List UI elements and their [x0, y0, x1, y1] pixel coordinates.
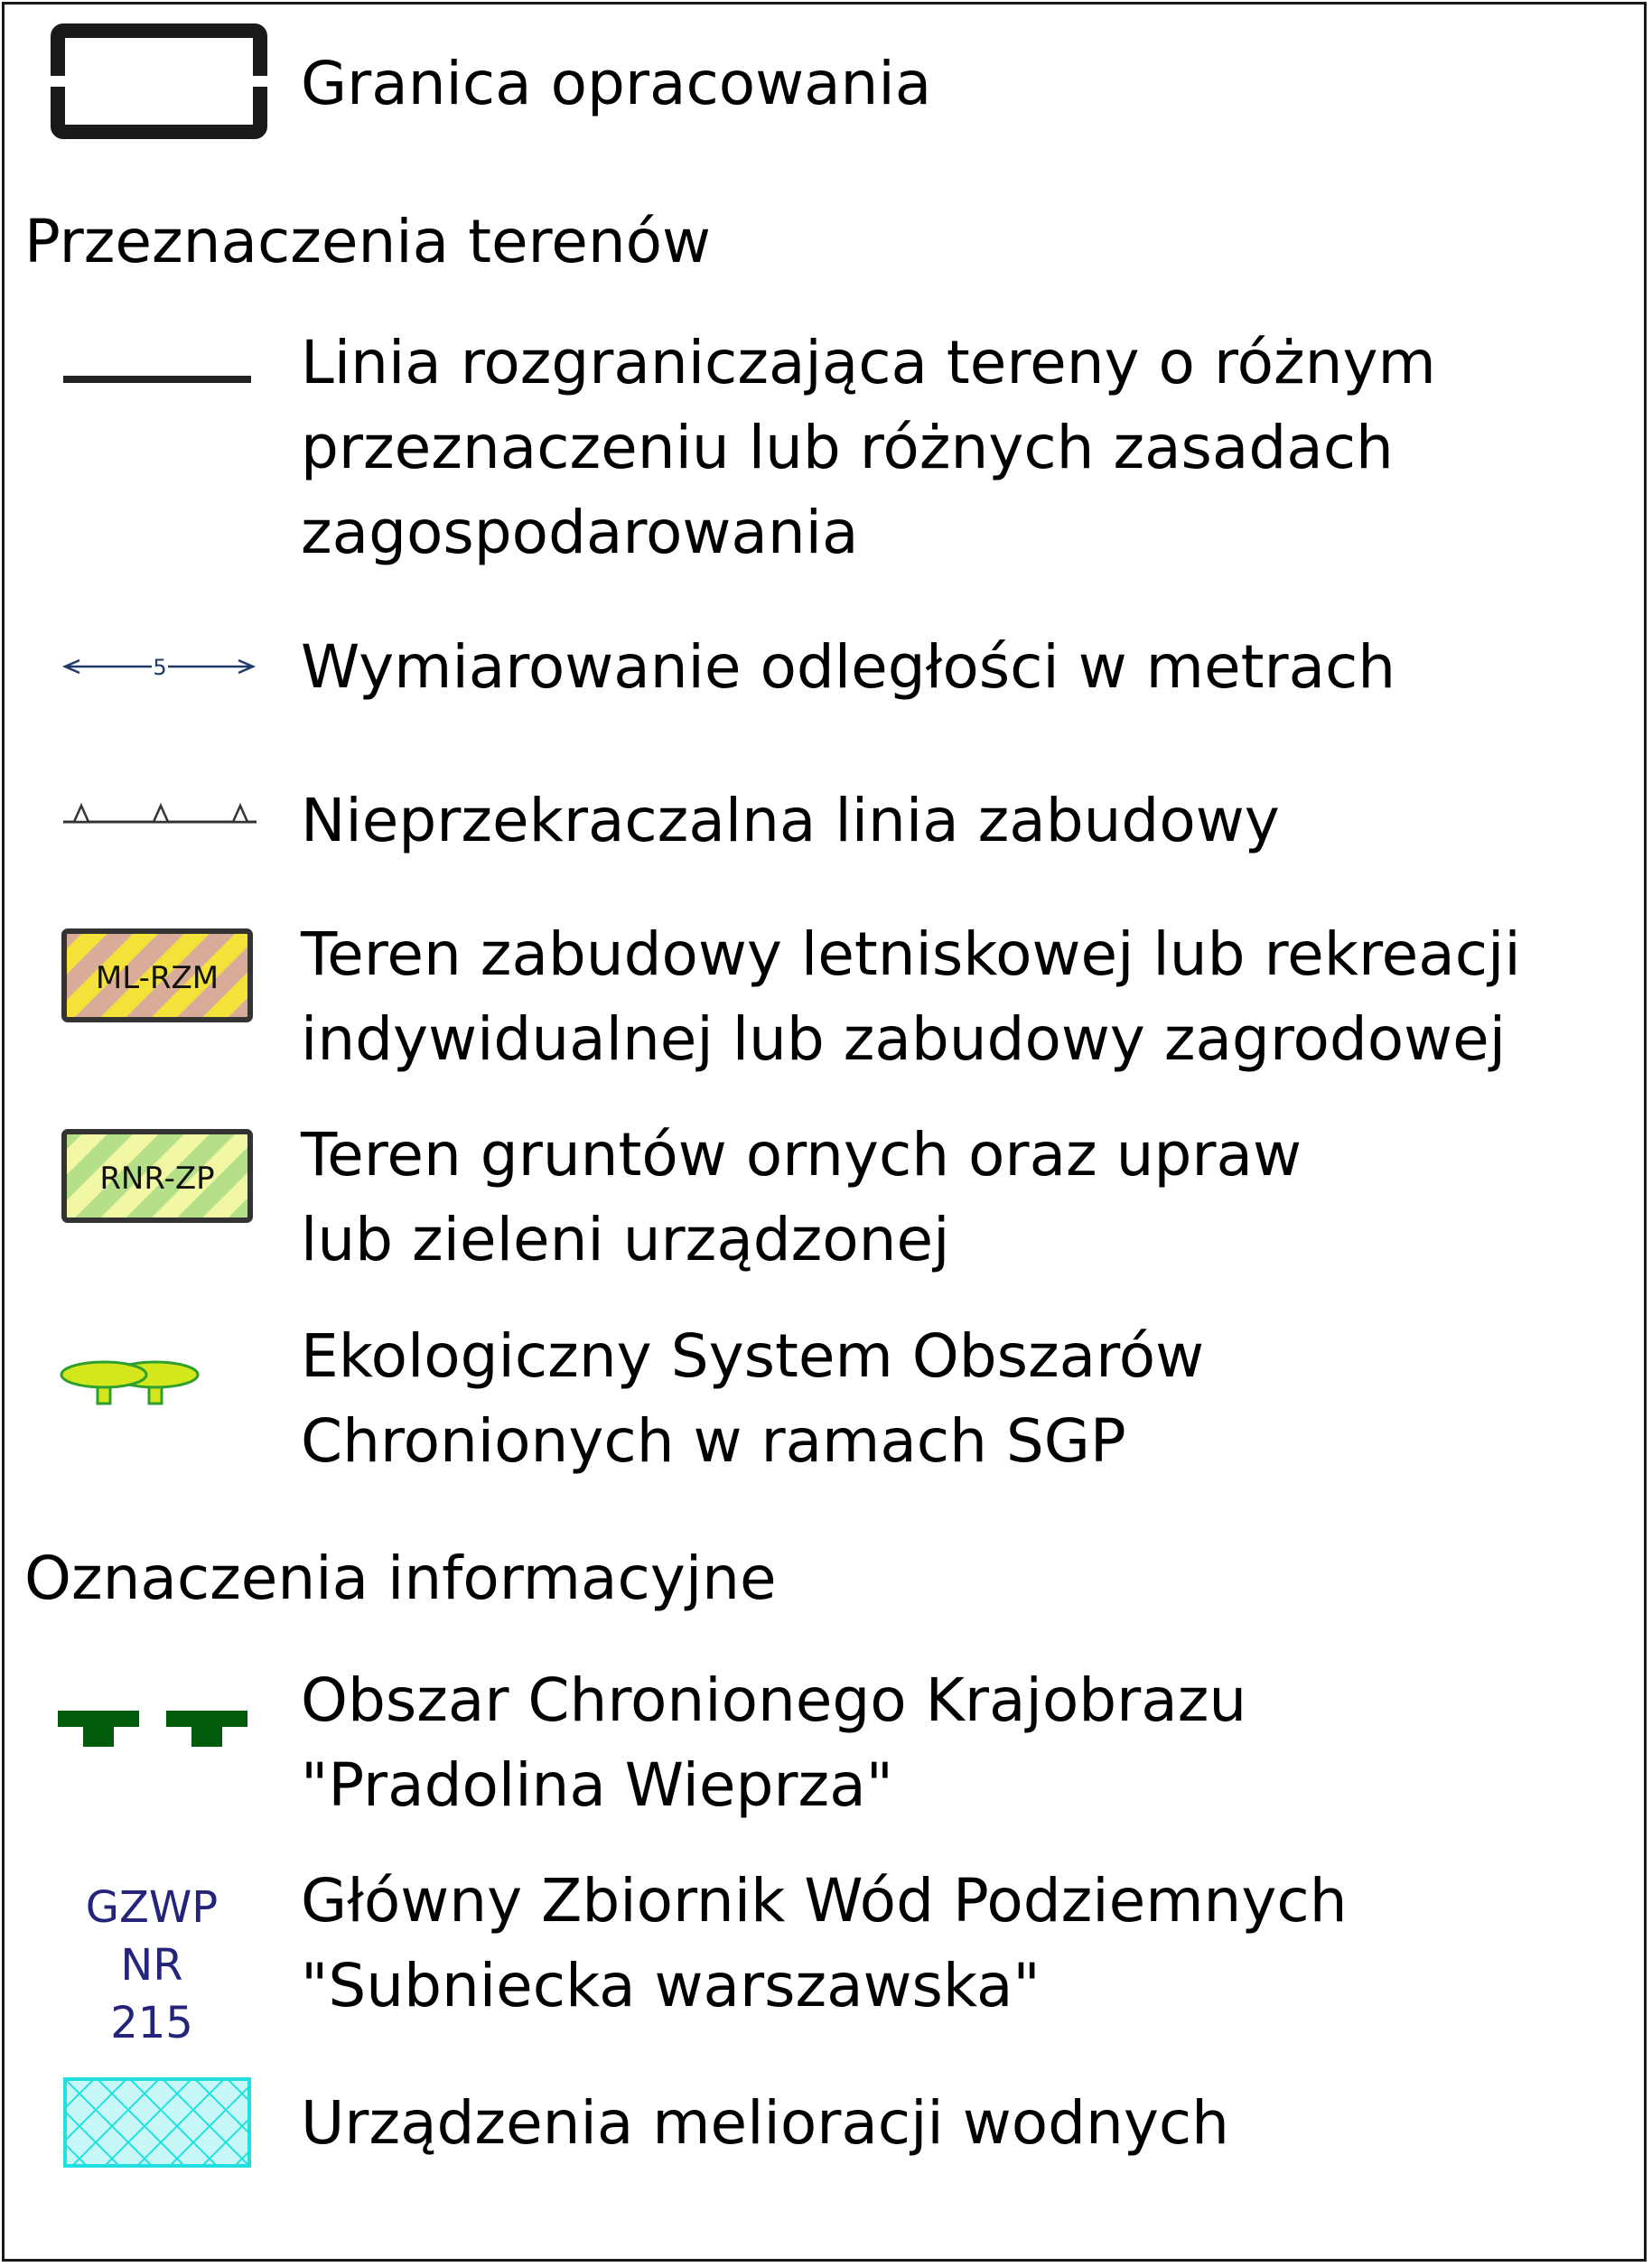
rnr-zp-label: Teren gruntów ornych oraz upraw lub zieleni urządzonej [301, 1120, 1302, 1274]
ml-rzm-symbol [61, 928, 253, 1022]
gzwp-symbol [70, 1880, 233, 2052]
dividing-line-symbol [61, 370, 255, 388]
building-line-label: Nieprzekraczalna linia zabudowy [301, 786, 1280, 855]
gzwp-label: Główny Zbiornik Wód Podziemnych "Subniecka warszawska" [301, 1866, 1348, 2020]
melioration-symbol [63, 2077, 251, 2168]
informational-heading: Oznaczenia informacyjne [24, 1544, 777, 1613]
ml-rzm-code: ML-RZM [95, 960, 219, 996]
esoch-symbol-left [54, 1355, 154, 1413]
dimension-value: 5 [153, 655, 167, 680]
gzwp-line-2: NR [120, 1940, 183, 1991]
gzwp-line-3: 215 [110, 1998, 193, 2048]
dimension-symbol [60, 648, 258, 685]
study-boundary-label: Granica opracowania [301, 49, 932, 118]
ml-rzm-label: Teren zabudowy letniskowej lub rekreacji indywidualnej lub zabudowy zagrodowej [301, 919, 1521, 1074]
ock-symbol [56, 1707, 255, 1752]
rnr-zp-symbol [61, 1129, 253, 1223]
gzwp-line-1: GZWP [85, 1882, 219, 1933]
land-use-heading: Przeznaczenia terenów [24, 207, 712, 276]
dividing-line-label: Linia rozgraniczająca tereny o różnym przeznaczeniu lub różnych zasadach zagospodarowania [301, 328, 1436, 567]
melioration-label: Urządzenia melioracji wodnych [301, 2088, 1229, 2158]
esoch-label: Ekologiczny System Obszarów Chronionych w ramach SGP [301, 1321, 1205, 1476]
study-boundary-symbol [51, 23, 267, 141]
rnr-zp-code: RNR-ZP [99, 1161, 215, 1197]
ock-label: Obszar Chronionego Krajobrazu "Pradolina Wieprza" [301, 1665, 1247, 1820]
dimension-label: Wymiarowanie odległości w metrach [301, 632, 1396, 702]
building-line-symbol [61, 795, 260, 831]
